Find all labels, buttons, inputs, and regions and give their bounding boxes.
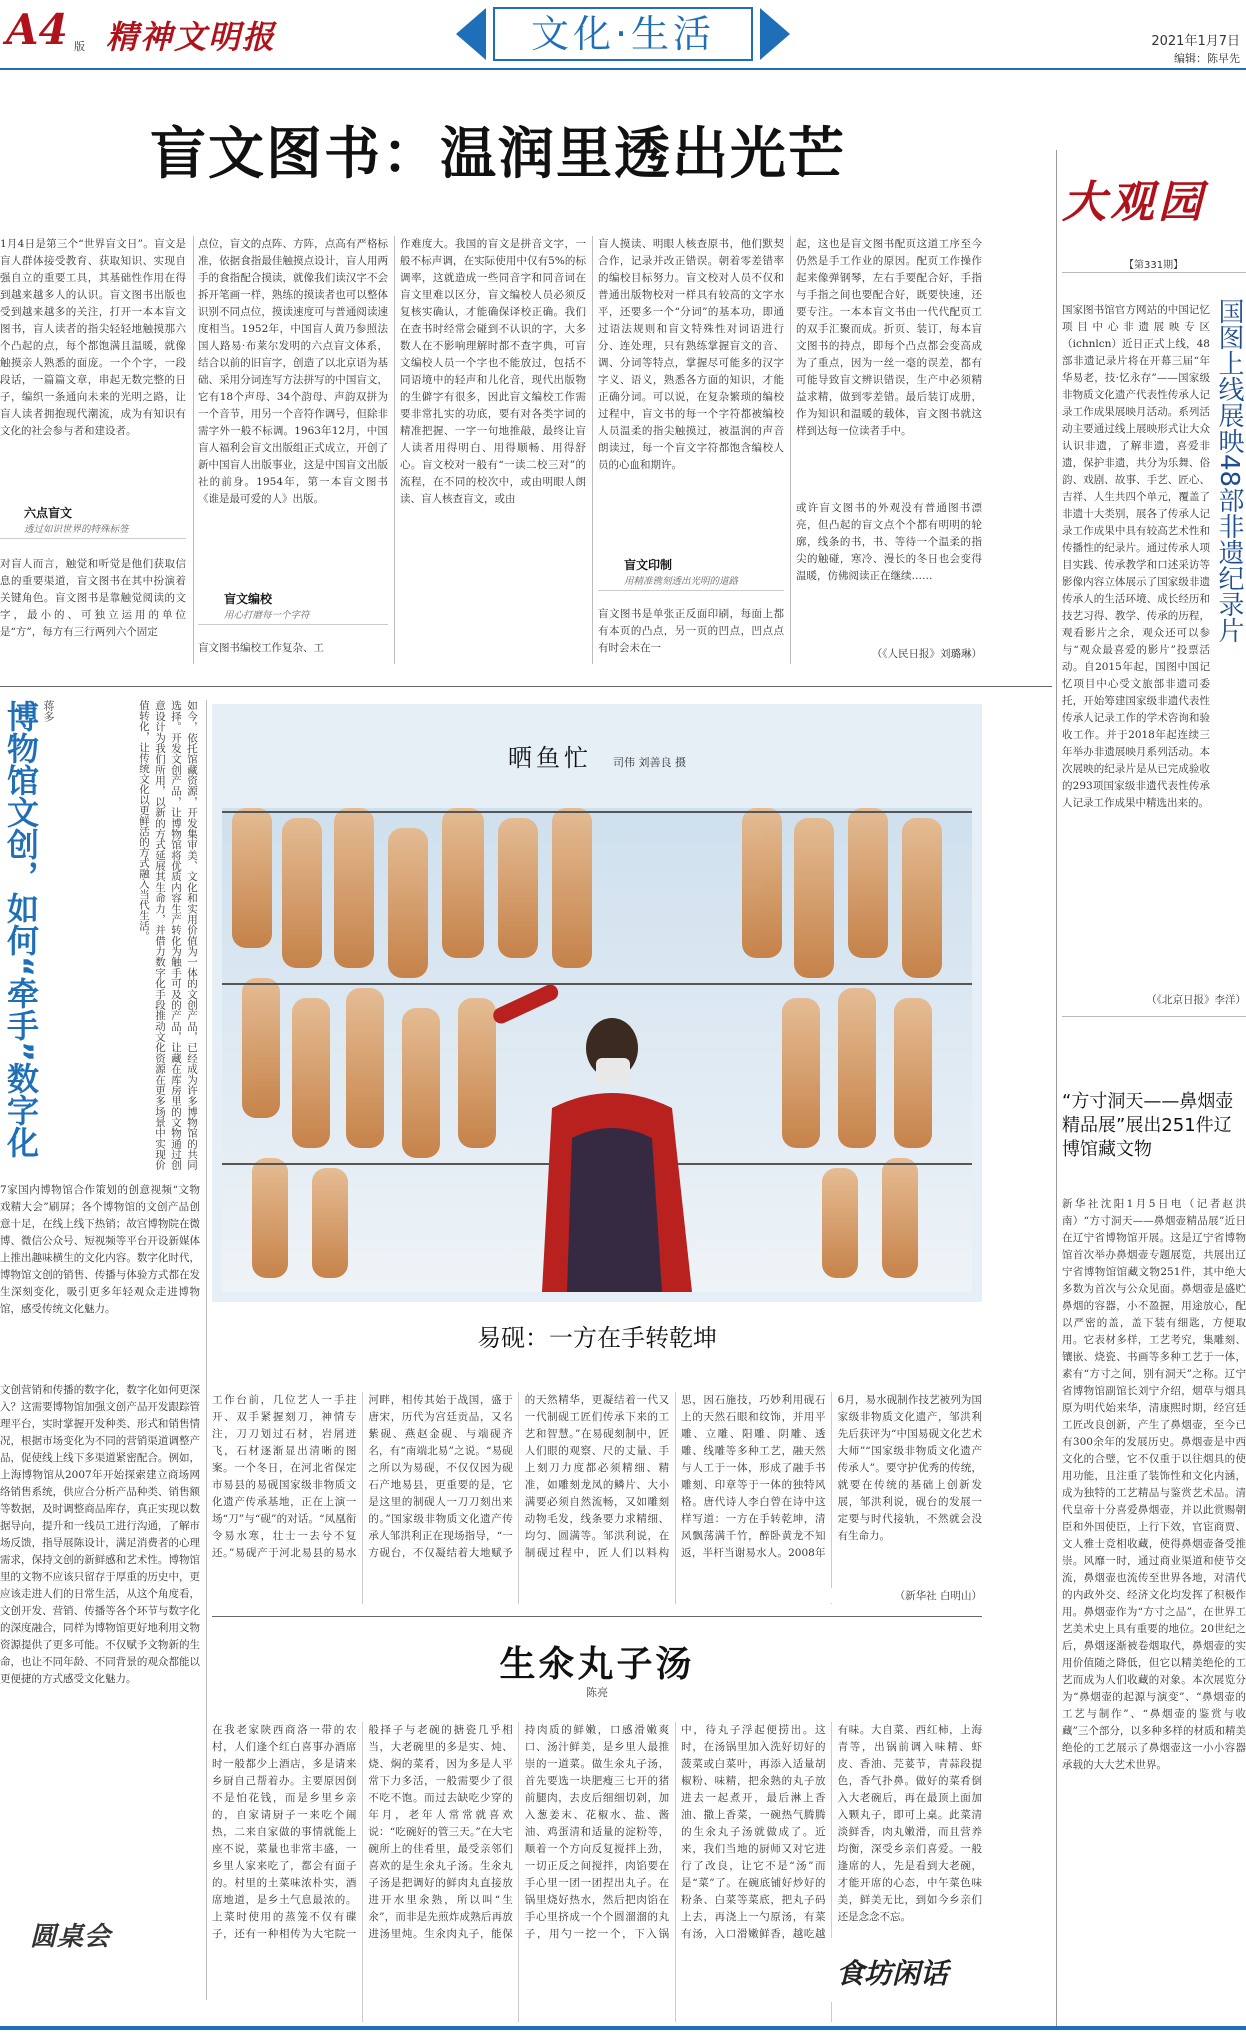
photo-credit: 司伟 刘善良 摄 bbox=[613, 756, 687, 769]
lead-col-5b: 或许盲文图书的外观没有普通图书漂亮，但凸起的盲文点个个都有明明的轮廓，线条的书，书、等待一个温柔的指尖的触碰，寒冷、漫长的冬日也会变得温暖，仿佛阅读正在继续…… bbox=[796, 502, 982, 582]
section-title: 文化·生活 bbox=[530, 12, 716, 56]
lead-subhead-1-block bbox=[0, 504, 186, 539]
sidebar-headline-2: “方寸洞天——鼻烟壶精品展”展出251件辽博馆藏文物 bbox=[1062, 1091, 1234, 1160]
soup-author: 陈亮 bbox=[586, 1686, 608, 1699]
photo-title-row bbox=[212, 738, 982, 773]
lead-subhead-2: 盲文编校 bbox=[224, 592, 273, 606]
roundtable-column-logo: 圆桌会 bbox=[30, 1922, 112, 1952]
lead-col-1b: 对盲人而言，触觉和听觉是他们获取信息的重要渠道，盲文图书在其中扮演着关键角色。盲文图书是靠触觉阅读的文字，最小的、可独立运用的单位是“方”，每方有三行两列六个固定 bbox=[0, 558, 186, 638]
sidebar-header bbox=[1062, 160, 1246, 270]
paper-name-logo: 精神文明报 bbox=[106, 18, 277, 56]
lead-col-2b: 盲文图书编校工作复杂、工 bbox=[198, 642, 324, 654]
page-suffix: 版 bbox=[74, 40, 85, 53]
sidebar-body-2: 新华社沈阳1月5日电（记者赵洪南）“方寸洞天——鼻烟壶精品展”近日在辽宁省博物馆开展。这是辽宁省博物馆首次举办鼻烟壶专题展览，共展出辽宁省博物馆馆藏文物251件，其中绝大多数为首次与公众见面。鼻烟壶是盛贮鼻烟的容器，小不盈握，用途放心，配以严密的盖，盖下装有细匙，方便取用。它表材多样，工艺考究，集雕刻、镶嵌、烧瓷、书画等多种工艺于一体，素有“方寸之间，别有洞天”之称。辽宁省博物馆副馆长刘宁介绍，烟草与烟具原为明代始来华，清康熙时期，经宫廷工匠改良创新，产生了鼻烟壶，至今已有300余年的发展历史。鼻烟壶是中西文化的合璧，它不仅重于以往烟具的使用功能，且注重了装饰性和文化内涵，成为独特的工艺精品与鉴赏艺术品。清代皇帝十分喜爱鼻烟壶，并以此赏赐朝臣和外国使臣，上行下效，官宦商贾、文人雅士竞相收藏，使得鼻烟壶备受推崇。风靡一时，通过商业渠道和使节交流，鼻烟壶也流传至世界各地，对清代的内政外交、经济文化均发挥了积极作用。鼻烟壶作为“方寸之品”，在世界工艺美术史上具有重要的地位。20世纪之后，鼻烟逐渐被卷烟取代，鼻烟壶的实用价值随之降低，但它以精美绝伦的工艺而成为人们收藏的对象。本次展览分为“鼻烟壶的起源与演变”、“鼻烟壶的工艺与制作”、“鼻烟壶的鉴赏与收藏”三个部分，以多种多样的材质和精美绝伦的工艺展示了鼻烟壶这一小小容器承载的大大艺术世界。 bbox=[1062, 1198, 1246, 1771]
yantai-headline: 易砚：一方在手转乾坤 bbox=[477, 1324, 717, 1352]
lead-headline: 盲文图书：温润里透出光芒 bbox=[150, 122, 846, 187]
masthead bbox=[0, 0, 1246, 70]
lead-subhead-4-sub: 用精准镌刻透出光明的道路 bbox=[598, 573, 784, 591]
lead-col-4: 盲人摸读、明眼人核查原书，他们默契合作，记录并改正错误。朝着零差错率的编校目标努力。盲文校对人员不仅和普通出版物校对一样具有较高的文字水平，还要多一个“分词”的基本功，即通过语法规则和盲文特殊性对词语进行分、连处理，只有熟练掌握盲文的音、调、分词等特点，掌握尽可能多的汉字字义、语义，熟悉各方面的知识，才能正确分词。可以说，在复杂繁琐的编校过程中，盲文书的每一个字符都被编校人员温柔的指尖触摸过，被温润的声音朗读过，每一个盲文字符都饱含编校人员的心血和期许。 bbox=[598, 238, 784, 471]
sidebar-source-1: （《北京日报》李洋） bbox=[1146, 994, 1246, 1006]
lead-col-2: 点位，盲文的点阵、方阵，点高有严格标准，依据食指最佳触摸点设计，盲人用两手的食指配合摸读，就像我们读汉字不会拆开笔画一样，熟练的摸读者也可以整体识别不同点位，摸读速度可与普通阅读速度相当。1952年，中国盲人黄乃参照法国人路易·布莱尔发明的六点盲文体系，结合以前的旧盲字，创造了以北京语为基础、采用分词连写方法拼写的中国盲文，它有18个声母、34个韵母、声韵双拼为一个音节，用另一个音符作调号，但除非需字外一般不标调。1963年12月，中国盲人福利会盲文出版组正式成立，开创了新中国盲人出版事业，这是中国盲文出版社的前身。1954年，第一本盲文图书《谁是最可爱的人》出版。 bbox=[198, 238, 388, 505]
lead-subhead-1: 六点盲文 bbox=[24, 506, 73, 520]
soup-body: 在我老家陕西商洛一带的农村，人们逢个红白喜事办酒席时一般都少上酒店，多是请来乡厨自己帮着办。主要原因倒不是怕花钱，而是乡里乡亲的，自家请厨子一来吃个闹热，二来自家做的事情就能上座不说，菜量也非常丰盛，一乡里人家来吃了，都会有面子的。村里的土菜味浓朴实，酒席地道，是乡土气息最浓的。上菜时使用的蒸笼不仅有碟子，还有一种相传为大宅院一般择子与老碗的搪瓷几乎相当，大老碗里的多是实、炖、烧、焖的菜肴，因为多是人平常下力多活，一般需要少了很不吃不饱。而过去缺吃少穿的年月，老年人常常就喜欢说：“吃碗好的管三天。”在大宅碗所上的佳肴里，最受亲邻们喜欢的是生氽丸子汤。生氽丸子汤是把调好的鲜肉丸直接放进开水里氽熟，所以叫“生氽”，而非是先煎炸成熟后再放进汤里炖。生氽肉丸子，能保持肉质的鲜嫩，口感滑嫩爽口、汤汁鲜美，是乡里人最推崇的一道菜。做生氽丸子汤，首先要选一块肥瘦三七开的猪前腿肉，去皮后细细切剁，加入葱姜末、花椒水、盐、酱油、鸡蛋清和适量的淀粉等，顺着一个方向反复搅拌上劲，一切正反之间搅拌，肉馅要在手心里一团一团捏出丸子。在锅里烧好热水，然后把肉馅在手心里挤成一个个圆溜溜的丸子，用勺一挖一个，下入锅中，待丸子浮起便捞出。这时，在汤锅里加入洗好切好的菠菜或白菜叶，再添入适量胡椒粉、味精，把氽熟的丸子放进去一起煮开，最后淋上香油、撒上香菜，一碗热气腾腾的生氽丸子汤就做成了。近来，我们当地的厨师又对它进行了改良，让它不是“汤”而是“菜”了。在碗底铺好炒好的粉条、白菜等菜底，把丸子码上去，再浇上一勺原汤，有菜有汤，入口滑嫩鲜香，越吃越有味。大自菜、西红柿，上海青等，出锅前调入味精、虾皮、香油、芫荽节，青蒜段提色，香气扑鼻。做好的菜肴倒入大老碗后，再在最顶上面加入颗丸子，即可上桌。此菜清淡鲜香，肉丸嫩滑，而且营养均衡，深受乡亲们喜爱。一般逢席的人，先是看到大老碗，才能开席的心态，中午菜色味美，鲜美无比，到如今乡亲们还是念念不忘。 bbox=[212, 1724, 982, 1940]
feature-body-2: 7家国内博物馆合作策划的创意视频“文物戏精大会”刷屏；各个博物馆的文创产品创意十足，在线上线下热销；故宫博物院在微博、微信公众号、短视频等平台开设新媒体上推出趣味横生的文化内容。数字化时代，博物馆文创的销售、传播与体验方式都在发生深刻变化，吸引更多年轻观众走进博物馆，感受传统文化魅力。 bbox=[0, 1184, 200, 1315]
photo-image bbox=[222, 808, 972, 1292]
feature-body-3: 文创营销和传播的数字化，数字化如何更深入？这需要博物馆加强文创产品开发跟踪管理平台，实时掌握开发种类、形式和销售情况，根据市场变化为不同的营销渠道调整产品，促使线上线下多渠道紧密配合。例如，上海博物馆从2007年开始探索建立商场网络销售系统，供应合分析产品种类、销售额等数据，及时调整商品库存，真正实现以数据导向，提升和一线员工进行沟通，了解市场反馈，指导展陈设计，满足消费者的心理需求，保持文创的新鲜感和艺术性。博物馆里的文物不应该只留存于厚重的历史中，更应该走进人们的日常生活，从这个角度看，文创开发、营销、传播等各个环节与数字化的深度融合，同样为博物馆更好地利用文物资源提供了更多可能。不仅赋予文物新的生命，也让不同年龄、不同背景的观众都能以更便捷的方式感受文化魅力。 bbox=[0, 1384, 200, 1685]
lead-source: （《人民日报》刘璐琳） bbox=[871, 648, 982, 660]
issue-date: 2021年1月7日 bbox=[1151, 34, 1240, 49]
feature-body-1: 如今，依托馆藏资源，开发集审美、文化和实用价值为一体的文创产品，已经成为许多博物馆的共同选择。开发文创产品，让博物馆将优质内容生产转化为触手可及的产品，让藏在库房里的文物通过创意设计为我们所用，以新的方式延展其生命力，并借力数字化手段推动文化资源在更多场景中实现价值转化，让传统文化以更鲜活的方式融入当代生活。 bbox=[138, 700, 198, 1170]
lead-col-4b: 盲文图书是单张正反面印刷，每面上都有本页的凸点，另一页的凹点，凹点点有时会未在一 bbox=[598, 608, 784, 654]
photo-block bbox=[212, 704, 982, 1302]
lead-col-5: 起，这也是盲文图书配页这道工序至今仍然是手工作业的原因。配页工作操作起来像弹钢琴，左右手要配合好，手指与手指之间也要配合好，既要快速，还要专注。一本本盲文书由一代代配页工的双手汇聚而成。折页、装订，每本盲文图书的持点，即每个凸点都会变高成为了重点，因为一丝一毫的误差，都有可能导致盲文辨识错误，生产中必须精益求精，做到零差错。最后装订成册，作为知识和温暖的载体，盲文图书就这样到达每一位读者手中。 bbox=[796, 238, 982, 437]
lead-subhead-2-block bbox=[198, 590, 388, 625]
feature-title: 博物馆文创，如何“牵手”数字化 bbox=[2, 700, 40, 1159]
issue-number: 【第331期】 bbox=[1124, 260, 1184, 271]
lead-subhead-1-sub: 透过如识世界的特殊标签 bbox=[0, 521, 186, 539]
yantai-source: （新华社 白明山） bbox=[800, 1588, 982, 1603]
section-banner bbox=[456, 4, 790, 64]
lead-subhead-2-sub: 用心打磨每一个字符 bbox=[198, 607, 388, 625]
lead-col-1: 1月4日是第三个“世界盲文日”。盲文是盲人群体接受教育、获取知识、实现自强自立的重要工具，其基础性作用在得到越来越多人的认识。盲文图书出版也受到越来越多的关注，打开一本本盲文图书，盲人读者的指尖轻轻地触摸那六个凸起的点，每个都饱满且温暖，就像触摸亲人熟悉的面庞。一个个字，一段段话，一篇篇文章，串起无数完整的日子，编织一条通向未来的光明之路，让盲人读者拥抱现代潮流，成为有知识有文化的社会参与者和建设者。 bbox=[0, 238, 186, 437]
lead-col-3: 作难度大。我国的盲文是拼音文字，一般不标声调，在实际使用中仅有5%的标调率，这就造成一些同音字和同音词在盲文里难以区分，盲文编校人员必须反复核实确认，才能确保译校正确。我们在查书时经常会碰到不认识的字，大多数人在不影响理解时都不查字典，可盲文编校人员一个字也不能放过，包括不同语境中的轻声和儿化音，现代出版物的生僻字有很多，因此盲文编校工作需要非常扎实的功底，要有对各类字词的精准把握、一字一句地推敲，最终让盲人读者用得明白、用得顺畅、用得舒心。盲文校对一般有“一读二校三对”的流程，在不同的校次中，或由明眼人朗读、盲人核查盲文，或由 bbox=[400, 238, 586, 505]
lead-subhead-4: 盲文印制 bbox=[624, 558, 673, 572]
food-column-logo: 食坊闲话 bbox=[836, 1957, 949, 1990]
drying-fish-illustration bbox=[222, 808, 972, 1292]
sidebar-body-1: 国家图书馆官方网站的中国记忆项目中心非遗展映专区（ichnlcn）近日正式上线，48部非遗记录片将在开幕三届“年华易老，技·忆永存”——国家级非物质文化遗产代表性传承人记录工作成果展映月活动。系列活动主要通过线上展映形式让大众认识非遗，了解非遗，喜爱非遗，保护非遗，共分为乐舞、俗韵、戏剧、故事、手艺、匠心、吉祥、人生共四个单元，覆盖了非遗十大类别，展各了传承人记录工作成果中具有较高艺术性和传播性的纪录片。通过传承人项目实践、传承教学和口述采访等影像内容立体展示了国家级非遗传承人的生活环境、成长经历和技艺习得、教学、传承的历程，观看影片之余，观众还可以参与“观众最喜爱的影片”投票活动。自2015年起，国图中国记忆项目中心受文旅部非遗司委托，开始筹建国家级非遗代表性传承人记录工作的学术咨询和验收工作。并于2018年起连续三年举办非遗展映月系列活动。本次展映的纪录片是从已完成验收的293项国家级非遗代表性传承人记录工作成果中精选出来的。 bbox=[1062, 304, 1210, 809]
page-number: A4 bbox=[6, 5, 68, 54]
daguanyuan-column-logo: 大观园 bbox=[1062, 177, 1206, 228]
soup-headline: 生氽丸子汤 bbox=[499, 1644, 695, 1685]
editor-credit: 编辑：陈早先 bbox=[1174, 52, 1240, 65]
food-column-logo-box bbox=[826, 1938, 982, 2002]
sidebar-headline-1: 国图上线展映48部非遗纪录片 bbox=[1214, 298, 1244, 644]
yantai-body: 工作台前，几位艺人一手拄开、双手紧握刻刀，神情专注，刀刀划过石材，岩屑迸飞，石材逐渐显出清晰的图案。一个冬日，在河北省保定市易县的易砚国家级非物质文化遗产传承基地，正在上演一场“刀”与“砚”的对话。“凤凰衔令易水寒，壮士一去兮不复还。”易砚产于河北易县的易水河畔，相传其始于战国，盛于唐宋，历代为宫廷贡品，又名紫砚、燕赵金砚、与端砚齐名，有“南端北易”之说。“易砚之所以为易砚，不仅仅因为砚石产地易县，更重要的是，它是这里的制砚人一刀刀刻出来的。”国家级非物质文化遗产传承人邹洪利正在现场指导，“一方砚台，不仅凝结着大地赋予的天然精华，更凝结着一代又一代制砚工匠们传承下来的工艺和智慧。”在易砚刻制中，匠人们眼的观察、尺的丈量、手上刻刀力度都必须精细、精准，如雕刻龙凤的鳞片、大小满要必须自然流畅，又如雕刻动物毛发，线条要力求精细、均匀、圆满等。邹洪利说，在制砚过程中，匠人们以料构思，因石施技，巧妙利用砚石上的天然石眼和纹饰，并用平雕、立雕、阳雕、阴雕、透雕、线雕等多种工艺，融天然与人工于一体，形成了融手书雕刻、印章等于一体的独特风格。唐代诗人李白曾在诗中这样写道：一方在手转乾坤，清风飘荡满千竹，醉卧黄龙不知返，半杆当谢易水人。2008年6月，易水砚制作技艺被列为国家级非物质文化遗产，邹洪利先后获评为“中国易砚文化艺术大师”“国家级非物质文化遗产传承人”。要守护优秀的传统，就要在传统的基础上创新发展，邹洪利说，砚台的发展一定要与时代接轨，不然就会没有生命力。 bbox=[212, 1394, 982, 1559]
photo-title: 晒鱼忙 bbox=[507, 744, 592, 772]
feature-author: 蒋多 bbox=[42, 700, 55, 722]
lead-subhead-4-block bbox=[598, 556, 784, 591]
